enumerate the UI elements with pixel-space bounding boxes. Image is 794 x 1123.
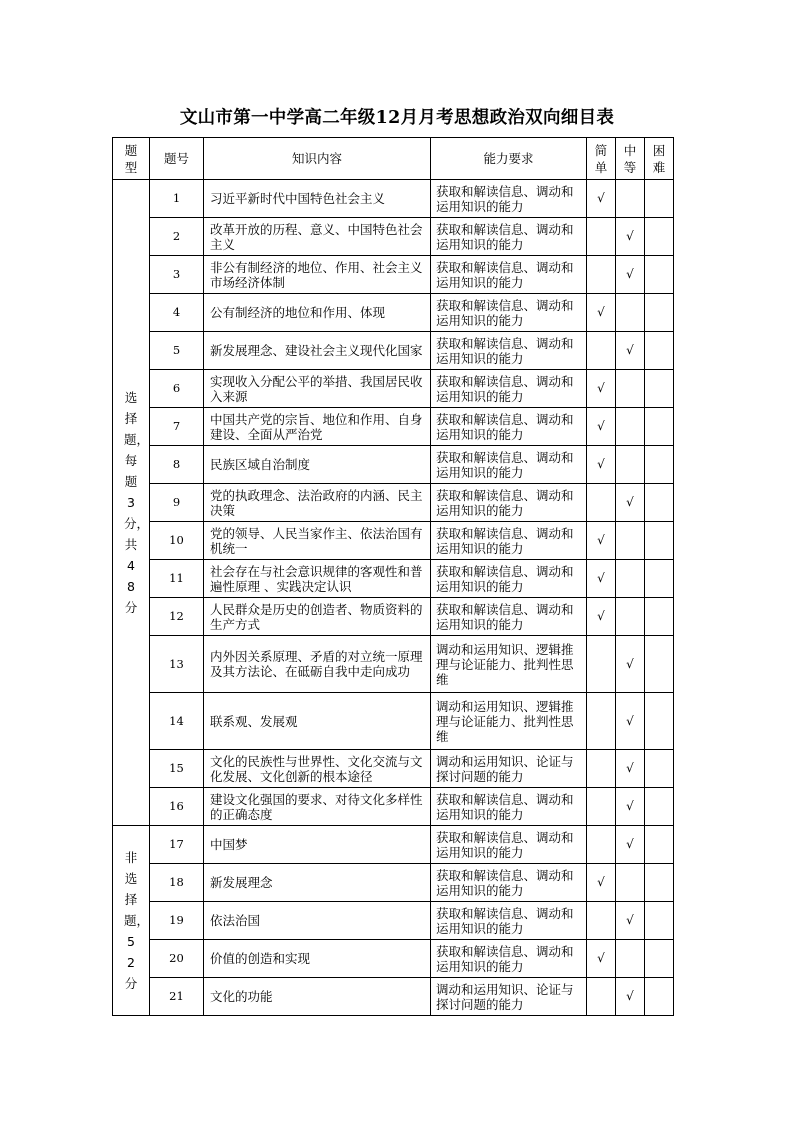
difficulty-medium-cell [616,693,645,750]
header-number: 题号 [150,138,204,180]
question-number: 4 [150,294,204,332]
table-row [113,750,674,788]
difficulty-hard-cell [645,693,674,750]
ability-requirement: 获取和解读信息、调动和运用知识的能力 [431,332,587,370]
difficulty-medium-cell [616,180,645,218]
check-mark: √ [626,837,634,851]
question-number: 20 [150,940,204,978]
difficulty-hard-cell [645,826,674,864]
question-number: 15 [150,750,204,788]
question-number: 12 [150,598,204,636]
difficulty-medium-cell [616,940,645,978]
check-mark: √ [626,343,634,357]
difficulty-easy-cell [587,940,616,978]
knowledge-content: 党的领导、人民当家作主、依法治国有机统一 [204,522,431,560]
ability-requirement: 获取和解读信息、调动和运用知识的能力 [431,902,587,940]
header-easy: 简单 [587,138,616,180]
question-number: 19 [150,902,204,940]
knowledge-content: 社会存在与社会意识规律的客观性和普遍性原理 、实践决定认识 [204,560,431,598]
ability-requirement: 调动和运用知识、论证与探讨问题的能力 [431,750,587,788]
check-mark: √ [597,571,605,585]
knowledge-content: 民族区域自治制度 [204,446,431,484]
difficulty-medium-cell [616,636,645,693]
difficulty-hard-cell [645,636,674,693]
question-number: 5 [150,332,204,370]
knowledge-content: 人民群众是历史的创造者、物质资料的生产方式 [204,598,431,636]
difficulty-easy-cell [587,484,616,522]
difficulty-medium-cell [616,560,645,598]
question-number: 18 [150,864,204,902]
ability-requirement: 调动和运用知识、论证与探讨问题的能力 [431,978,587,1016]
ability-requirement: 获取和解读信息、调动和运用知识的能力 [431,522,587,560]
difficulty-easy-cell [587,788,616,826]
knowledge-content: 中国共产党的宗旨、地位和作用、自身建设、全面从严治党 [204,408,431,446]
difficulty-easy-cell [587,598,616,636]
difficulty-easy-cell [587,446,616,484]
knowledge-content: 实现收入分配公平的举措、我国居民收入来源 [204,370,431,408]
check-mark: √ [626,713,634,728]
ability-requirement: 获取和解读信息、调动和运用知识的能力 [431,180,587,218]
table-row [113,788,674,826]
check-mark: √ [597,419,605,433]
table-row [113,294,674,332]
difficulty-hard-cell [645,864,674,902]
question-number: 3 [150,256,204,294]
difficulty-easy-cell [587,218,616,256]
check-mark: √ [597,191,605,205]
difficulty-medium-cell [616,446,645,484]
ability-requirement: 获取和解读信息、调动和运用知识的能力 [431,408,587,446]
knowledge-content: 公有制经济的地位和作用、体现 [204,294,431,332]
check-mark: √ [626,229,634,243]
question-type-label: 选择题，每题3分，共48分 [124,390,150,615]
difficulty-hard-cell [645,902,674,940]
check-mark: √ [626,761,634,775]
difficulty-hard-cell [645,180,674,218]
ability-requirement: 调动和运用知识、逻辑推理与论证能力、批判性思维 [431,636,587,693]
check-mark: √ [626,267,634,281]
knowledge-content: 内外因关系原理、矛盾的对立统一原理及其方法论、在砥砺自我中走向成功 [204,636,431,693]
difficulty-hard-cell [645,560,674,598]
question-number: 9 [150,484,204,522]
table-row [113,218,674,256]
table-row [113,902,674,940]
difficulty-medium-cell [616,522,645,560]
check-mark: √ [626,656,634,671]
difficulty-medium-cell [616,826,645,864]
question-number: 21 [150,978,204,1016]
question-type-cell [113,180,150,826]
check-mark: √ [597,875,605,889]
question-number: 13 [150,636,204,693]
ability-requirement: 获取和解读信息、调动和运用知识的能力 [431,598,587,636]
ability-requirement: 获取和解读信息、调动和运用知识的能力 [431,370,587,408]
header-content: 知识内容 [204,138,431,180]
question-number: 7 [150,408,204,446]
difficulty-hard-cell [645,370,674,408]
difficulty-hard-cell [645,788,674,826]
question-number: 2 [150,218,204,256]
difficulty-hard-cell [645,218,674,256]
table-row [113,560,674,598]
difficulty-medium-cell [616,788,645,826]
difficulty-medium-cell [616,864,645,902]
difficulty-medium-cell [616,294,645,332]
table-row [113,522,674,560]
difficulty-hard-cell [645,598,674,636]
difficulty-medium-cell [616,408,645,446]
page-title: 文山市第一中学高二年级12月月考思想政治双向细目表 [179,108,615,128]
check-mark: √ [626,989,634,1003]
knowledge-content: 党的执政理念、法治政府的内涵、民主决策 [204,484,431,522]
table-row [113,940,674,978]
difficulty-easy-cell [587,560,616,598]
question-type-cell [113,826,150,1016]
difficulty-hard-cell [645,408,674,446]
ability-requirement: 获取和解读信息、调动和运用知识的能力 [431,864,587,902]
table-row [113,636,674,693]
knowledge-content: 建设文化强国的要求、对待文化多样性的正确态度 [204,788,431,826]
table-row [113,598,674,636]
question-number: 16 [150,788,204,826]
difficulty-easy-cell [587,750,616,788]
difficulty-hard-cell [645,522,674,560]
difficulty-easy-cell [587,864,616,902]
ability-requirement: 获取和解读信息、调动和运用知识的能力 [431,484,587,522]
knowledge-content: 非公有制经济的地位、作用、社会主义市场经济体制 [204,256,431,294]
difficulty-hard-cell [645,332,674,370]
table-row [113,693,674,750]
difficulty-medium-cell [616,484,645,522]
ability-requirement: 获取和解读信息、调动和运用知识的能力 [431,826,587,864]
table-row [113,484,674,522]
table-row [113,180,674,218]
difficulty-hard-cell [645,294,674,332]
difficulty-easy-cell [587,256,616,294]
difficulty-medium-cell [616,978,645,1016]
ability-requirement: 获取和解读信息、调动和运用知识的能力 [431,788,587,826]
difficulty-easy-cell [587,180,616,218]
difficulty-medium-cell [616,750,645,788]
check-mark: √ [597,951,605,965]
difficulty-medium-cell [616,332,645,370]
difficulty-easy-cell [587,693,616,750]
question-type-label: 非选择题，52分 [124,850,150,991]
knowledge-content: 新发展理念、建设社会主义现代化国家 [204,332,431,370]
check-mark: √ [597,533,605,547]
table-row [113,826,674,864]
table-row [113,408,674,446]
table-row [113,446,674,484]
difficulty-hard-cell [645,256,674,294]
question-number: 10 [150,522,204,560]
difficulty-hard-cell [645,484,674,522]
knowledge-content: 文化的功能 [204,978,431,1016]
question-number: 6 [150,370,204,408]
header-row [113,138,674,180]
header-type: 题型 [113,138,150,180]
difficulty-medium-cell [616,218,645,256]
question-number: 1 [150,180,204,218]
knowledge-content: 价值的创造和实现 [204,940,431,978]
question-number: 14 [150,693,204,750]
ability-requirement: 获取和解读信息、调动和运用知识的能力 [431,560,587,598]
knowledge-content: 依法治国 [204,902,431,940]
header-medium: 中等 [616,138,645,180]
table-row [113,370,674,408]
table-row [113,978,674,1016]
difficulty-easy-cell [587,370,616,408]
question-number: 11 [150,560,204,598]
ability-requirement: 获取和解读信息、调动和运用知识的能力 [431,446,587,484]
check-mark: √ [597,381,605,395]
check-mark: √ [597,305,605,319]
difficulty-easy-cell [587,408,616,446]
spec-table [112,137,674,1016]
difficulty-easy-cell [587,978,616,1016]
difficulty-medium-cell [616,902,645,940]
ability-requirement: 获取和解读信息、调动和运用知识的能力 [431,294,587,332]
difficulty-hard-cell [645,446,674,484]
table-body [113,180,674,1016]
table-row [113,864,674,902]
knowledge-content: 联系观、发展观 [204,693,431,750]
difficulty-hard-cell [645,940,674,978]
difficulty-easy-cell [587,902,616,940]
knowledge-content: 改革开放的历程、意义、中国特色社会主义 [204,218,431,256]
ability-requirement: 调动和运用知识、逻辑推理与论证能力、批判性思维 [431,693,587,750]
difficulty-medium-cell [616,598,645,636]
check-mark: √ [626,495,634,509]
check-mark: √ [597,609,605,623]
difficulty-medium-cell [616,370,645,408]
difficulty-medium-cell [616,256,645,294]
difficulty-easy-cell [587,294,616,332]
table-row [113,332,674,370]
check-mark: √ [597,457,605,471]
difficulty-easy-cell [587,522,616,560]
table-row [113,256,674,294]
ability-requirement: 获取和解读信息、调动和运用知识的能力 [431,940,587,978]
difficulty-hard-cell [645,750,674,788]
knowledge-content: 习近平新时代中国特色社会主义 [204,180,431,218]
header-hard: 困难 [645,138,674,180]
knowledge-content: 文化的民族性与世界性、文化交流与文化发展、文化创新的根本途径 [204,750,431,788]
difficulty-easy-cell [587,636,616,693]
check-mark: √ [626,913,634,927]
header-ability: 能力要求 [431,138,587,180]
check-mark: √ [626,799,634,813]
difficulty-hard-cell [645,978,674,1016]
ability-requirement: 获取和解读信息、调动和运用知识的能力 [431,218,587,256]
difficulty-easy-cell [587,332,616,370]
question-number: 17 [150,826,204,864]
ability-requirement: 获取和解读信息、调动和运用知识的能力 [431,256,587,294]
question-number: 8 [150,446,204,484]
difficulty-easy-cell [587,826,616,864]
knowledge-content: 中国梦 [204,826,431,864]
knowledge-content: 新发展理念 [204,864,431,902]
